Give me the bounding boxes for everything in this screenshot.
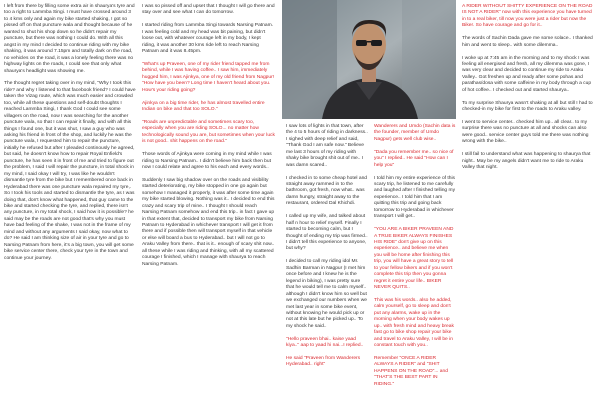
quote-paragraph: Remember "ONCE A RIDER ALWAYS A RIDER" and "SHIT HAPPENS ON THE ROAD"... and "THAT'S THE BEST PART IN RIDING.": [374, 356, 448, 387]
paragraph: I woke up at 7:45 am in the morning and to my shock I was feeling all energised and fresh, all my dilemma was gone, I was very clear and decided to continue my ride to Araku Valley.. Got freshen up and ready after some pohas and parathas/dosa with some caffeine in my body through a cup of hot coffee.. I checked out and started shaurya..: [462, 55, 592, 93]
paragraph: I called up my wife, and talked about half n hour to relief myself. Finally I started to becoming calm, but I thought of ending my trip was firmed.. I didn't tell this experience to anyone, but why?: [286, 214, 368, 252]
quote-paragraph: Wanderers and Umdo (Sachin data is the founder, member of Umdo Nagpur) gets well club wise..: [374, 124, 456, 142]
quote-paragraph: "Hello praveen bhai.. kaise yaad kiya.." aap to yaad hi nai...I replied..: [286, 336, 364, 349]
rider-portrait-icon: [282, 0, 456, 119]
quote-paragraph: "What's up Praveen, one of my rider friend tapped me from behind, while I was having coffee.. I saw him, immediately hugged him, I was Ajinkya, one of my old friend from Nagpur! "How have you been? Long time I haven't heard about you. How's your riding going?: [142, 61, 275, 93]
quote-paragraph: This was his words.. also he added, calm yourself, go to sleep and don't put any alarms, wake up in the morning when your body wakes up up.. with fresh mind and heavy break fast go to bike shop repair your bike and travel to Araku Valley, I will be in constant touch with you..: [374, 297, 454, 349]
quote-paragraph: Ajinkya on a big time rider, he has almost travelled entire Indian on bike and that too SOLO.": [142, 100, 265, 113]
article-column-1: [4, 4, 136, 268]
paragraph: The thought regret taking over in my mind, "Why I took this ride? and why I listened to that facebook friend? I could have taken the Vizag route, which was much easier and crowded too, while all these questions and self-doubt thoughts I reached Lammba Singi, I thank God I could see some villagers on the road, now I was searching for the another puncture wala, so that I can repair it finally, and with all this things I found one, but it was shut, I saw a guy who was asking his friend in front of the shop, and luckily he was the puncture wala, I requested him to repair the puncture, initially he refused but after I pleaded continously he agreed, but said, he doesn't know how to repair Royal Enfield's puncture, he has seen it in front of me and tried to figure out the problem, I said I will repair the puncture, in total shock in my mind, I said okay I will try, I was like he wouldn't dismantle tyre from the bike but I remembered once back in Hyderabad there was one puncture wala repaired my tyre,. So I took his tools and started to dismantle the tyre, as I was doing that, don't know what happened, that guy came to the bike and started checking the tyre, and replied, there isn't any puncture, in my total shock, I said how it is possible? he said may be the roads are not good that's why you must have bad feeling of the shake, I was not in the frame of my mind and without any arguments I said okay, now what to do? He said I am thinking size of air in your tyre and go to Narsing Patnam from here, it's a big town, you will get some bike service center there, check your tyre in the town and continue your journey.: [4, 81, 136, 261]
paragraph: I started riding from Lammba Singi towards Narsing Patnam. I was feeling cold and my head was bit paining, but didn't loose out, with whatever courage left in my body, I kept riding, it was another 30 kms ride left to reach Narsing Patnam and it was 8.45pm.: [142, 23, 274, 55]
article-column-3: [286, 124, 368, 375]
paragraph: Those words of Ajinkya were coming in my mind while I was riding to Narsing Patnam.. I didn't believe him back then but now I could relate and agree to his each and every words..: [142, 152, 272, 171]
paragraph: I was so pissed off and upset that I thought I will go there and stay over and see what I can do tomorrow.: [142, 4, 275, 16]
quote-paragraph: "Dada you remember me.. so nice of you" I replied.. He said "How can I help you": [374, 149, 454, 168]
paragraph: I checked in to some cheap hotel and straight away rammed in to the bathroom, got fresh, now what.. was damn hungry, straight away to the restaurant, ordered Dal Khichdi.: [286, 175, 368, 207]
paragraph: I decided to call my riding idol Mr. Sadhin Barman in Nagpur (I met him once before and I knew he is the legend in biking), I was pretty sure that he would tell me to calm myself.. although I didn't know him so well but we exchanged our numbers when we met last year in some bike event, without knowing he would pick up or not at this late but he picked up.. To my shock he said..: [286, 259, 368, 329]
paragraph: I saw lots of lights in that town, after the 4 to 5 hours of riding in darkness.. I sighed with deep relief and said, "Thank God I am safe now." Believe me last 3 hours of my riding with shaky bike brought shit out of me.. I was damn scared..: [286, 124, 368, 168]
quote-paragraph: A RIDER WITHOUT SHITTY EXPERIENCE ON THE ROAD IS NOT A RIDER" now with this experience you have turned in to a real biker, till now you were just a rider but now the Biker. So have courage and go for it..: [462, 4, 593, 29]
article-column-2: [142, 4, 275, 275]
quote-paragraph: "Roads are unpredictable and sometimes scary too, especially when you are riding SOLO... no matter how technologically sound you are, but sometimes when your luck is not good.. shit happens on the road.": [142, 119, 275, 145]
paragraph: I told him my entire experience of this scary trip, he listened to me carefully and laughed after I finished telling my experience.. I told him that I am quitting this trip and going back tomorrow to Hyderabad in whichever transport I will get..: [374, 175, 456, 220]
paragraph: To my surprise Shaurya wasn't shaking at all but still I had to checked-in my bike for first to the roads to Araku valley.: [462, 100, 593, 113]
paragraph: I still fail to understand what was happening to shaurya that night.. May be my angels didn't want me to ride to Araku Valley that night.: [462, 152, 591, 171]
paragraph: The words of Sachin Dada gave me some solace.. I thanked him and went to sleep.. with some dilemma..: [462, 36, 593, 48]
paragraph: I left from there by filling some extra air in shaurya's tyre and too a right to Lammba Singi. I must have crossed around 3 to 4 kms only and again my bike started shaking, I got so pissed off on that puncture wala and thought because of he wanted to shut his shop down so he didn't repair my puncture, but there was nothing I could do. With all this angst in my mind I decided to continue riding with my bike shaking, it was around 7.15pm and totally dark on the road, no vehicles on the road, it was a lonely feeling there was no highway lights on the roads, I could see that only what shaurya's headlight was showing me.: [4, 4, 135, 74]
quote-paragraph: He said "Praveen from Wanderers Hyderabad.. right": [286, 356, 361, 368]
paragraph: Suddenly I saw big shadow over on the roads and visibility started deteriorating, my bike stopped in one go again but somehow I managed it properly, it was after some time again my bike started blowing. Nothing was it.. I decided to end this crazy and scary trip of mine.. I thought I should reach Narsing Patnam somehow and end this trip.. in fact I gave up in that extent that, decided to transport my bike from Narsing Patnam to Hyderabad in whichever transport I will get it from there and if possible then will transport myself in that vehicle or else will board a bus to Hyderabad.. but I will not go to Araku Valley from there.. that is it.. enough of scary shit now.. all these while I was riding and thinking, with all my scattered courage I finished, which I manage with shaurya to reach Narsing Patnam.: [142, 177, 275, 267]
article-column-4: [374, 124, 456, 395]
rider-portrait-photo: [282, 0, 456, 119]
paragraph: I went to service center.. checked him up.. all clear.. to my surprise there was no puncture at all and shocks can also were good.. service center guys told me there was nothing wrong with the bike..: [462, 119, 589, 145]
quote-paragraph: "YOU ARE A BIKER PRAVEEN AND A TRUE BIKER ALWAYS FINISHES HIS RIDE" don't give up on this experience.. and believe me when you will be home after finishing this trip, you will have a great story to tell to your fellow bikers and if you won't complete this trip then you gonna regret it entire your life.. BIKER NEVER QUITS..: [374, 227, 454, 291]
article-column-5: [462, 4, 596, 178]
